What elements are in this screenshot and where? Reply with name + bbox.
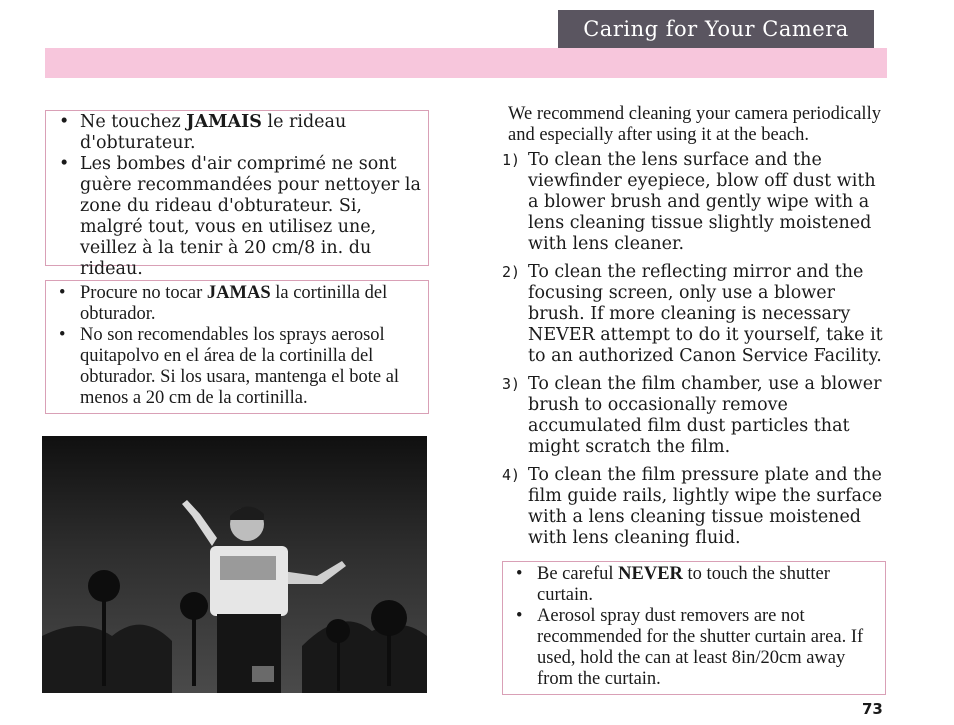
step-item [502, 150, 888, 255]
notice-item: • Be careful NEVER to touch the shutter curtain. [503, 564, 885, 606]
notice-item: • Les bombes d'air comprimé ne sont guère recommandées pour nettoyer la zone du rideau d'obturateur. Si, malgré tout, vous en utilisez une, veillez à la tenir à 20 cm/8 in. du rideau. [46, 154, 428, 280]
header-band [45, 48, 887, 78]
step-text: To clean the reflecting mirror and the focusing screen, only use a blower brush. If more cleaning is necessary NEVER attempt to do it yourself, take it to an authorized Canon Service Facility. [528, 262, 883, 366]
photo-illustration [42, 436, 427, 693]
beach-photo [42, 436, 427, 693]
intro-paragraph: We recommend cleaning your camera periodically and especially after using it at the beach. [508, 104, 881, 145]
notice-item: • Aerosol spray dust removers are not recommended for the shutter curtain area. If used, hold the can at least 8in/20cm away from the curtain. [503, 606, 885, 690]
step-item [502, 465, 888, 549]
french-notice-box [45, 110, 429, 279]
step-number: 4) [502, 466, 521, 484]
page-number: 73 [862, 700, 883, 718]
step-number: 1) [502, 151, 521, 169]
step-text: To clean the lens surface and the viewfinder eyepiece, blow off dust with a blower brush and gently wipe with a lens cleaning tissue slightly moistened with lens cleaner. [528, 150, 876, 254]
cleaning-steps-list [502, 150, 888, 556]
step-text: To clean the film chamber, use a blower brush to occasionally remove accumulated film dust particles that might scratch the film. [528, 374, 882, 457]
notice-item: • No son recomendables los sprays aerosol quitapolvo en el área de la cortinilla del obturador. Si los usara, mantenga el bote al menos a 20 cm de la cortinilla. [46, 325, 428, 409]
notice-item: • Procure no tocar JAMAS la cortinilla del obturador. [46, 283, 428, 325]
step-text: To clean the film pressure plate and the film guide rails, lightly wipe the surface with a lens cleaning tissue moistened with lens cleaning fluid. [528, 465, 883, 548]
step-item [502, 374, 888, 458]
page-title: Caring for Your Camera [558, 10, 874, 48]
english-notice-box [502, 561, 886, 695]
spanish-notice-box [45, 280, 429, 414]
step-number: 2) [502, 263, 521, 281]
notice-item: • Ne touchez JAMAIS le rideau d'obturateur. [46, 112, 428, 154]
step-number: 3) [502, 375, 521, 393]
step-item [502, 262, 888, 367]
